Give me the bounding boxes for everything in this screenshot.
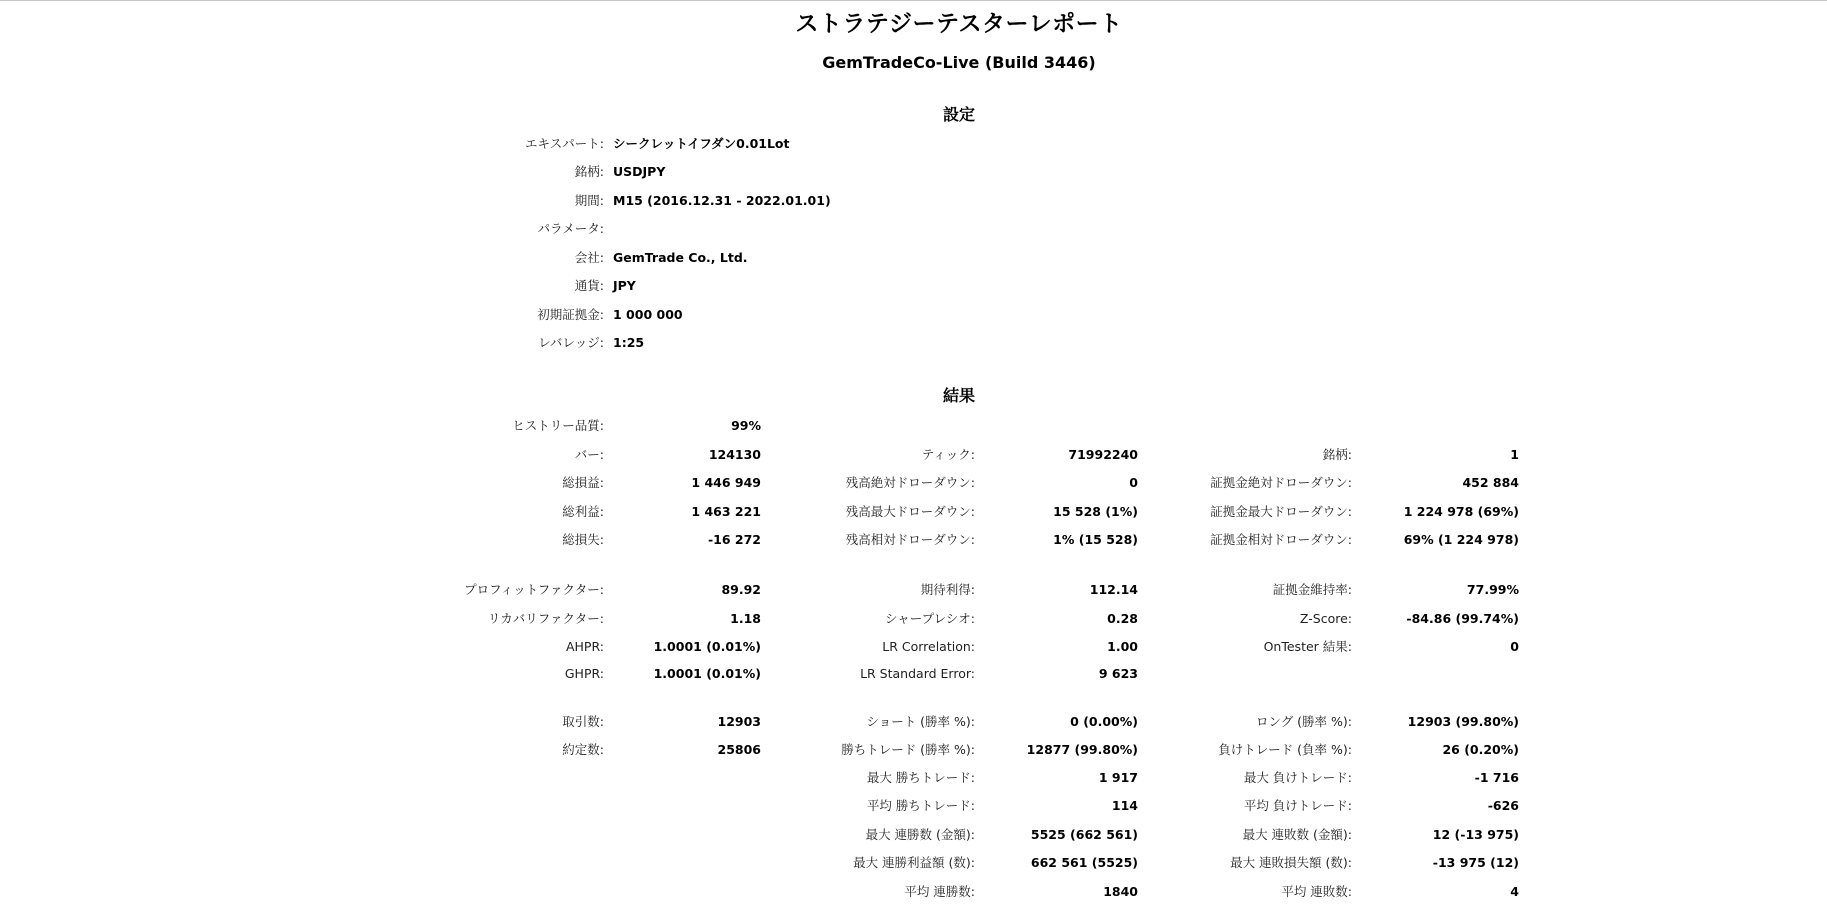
profit-trades-value: 12877 (99.80%)	[1026, 742, 1138, 757]
max-consecutive-loss-value: -13 975 (12)	[1432, 855, 1519, 870]
symbols-label: 銘柄:	[1322, 447, 1352, 462]
settings-row-symbol	[0, 162, 1827, 182]
report-subtitle: GemTradeCo-Live (Build 3446)	[822, 53, 1096, 72]
gross-profit-value: 1 463 221	[691, 504, 761, 519]
settings-label: パラメータ:	[537, 221, 604, 236]
max-consecutive-losses-value: 12 (-13 975)	[1432, 827, 1519, 842]
average-consecutive-losses-value: 4	[1510, 884, 1519, 899]
average-consecutive-wins-value: 1840	[1103, 884, 1138, 899]
gross-loss-value: -16 272	[707, 532, 761, 547]
results-row	[0, 740, 1827, 760]
total-net-profit-label: 総損益:	[562, 475, 604, 490]
results-row	[0, 502, 1827, 522]
max-consecutive-wins-label: 最大 連勝数 (金額):	[865, 827, 975, 842]
short-trades-label: ショート (勝率 %):	[866, 714, 975, 729]
z-score-label: Z-Score:	[1299, 611, 1352, 626]
ghpr-label: GHPR:	[564, 666, 604, 681]
ontester-value: 0	[1510, 639, 1519, 654]
equity-dd-absolute-value: 452 884	[1462, 475, 1519, 490]
total-trades-label: 取引数:	[562, 714, 604, 729]
recovery-factor-label: リカバリファクター:	[487, 611, 604, 626]
max-consecutive-wins-value: 5525 (662 561)	[1030, 827, 1138, 842]
equity-dd-maximal-value: 1 224 978 (69%)	[1403, 504, 1519, 519]
settings-value: 1:25	[613, 335, 645, 350]
gross-loss-label: 総損失:	[562, 532, 604, 547]
report-title: ストラテジーテスターレポート	[795, 11, 1123, 37]
total-deals-value: 25806	[717, 742, 761, 757]
settings-value: 1 000 000	[613, 307, 683, 322]
results-row	[0, 712, 1827, 732]
results-row	[0, 445, 1827, 465]
balance-dd-maximal-value: 15 528 (1%)	[1053, 504, 1138, 519]
short-trades-value: 0 (0.00%)	[1070, 714, 1138, 729]
long-trades-value: 12903 (99.80%)	[1407, 714, 1519, 729]
bars-label: バー:	[574, 447, 604, 462]
expected-payoff-label: 期待利得:	[920, 582, 975, 597]
max-consecutive-losses-label: 最大 連敗数 (金額):	[1242, 827, 1352, 842]
balance-dd-relative-value: 1% (15 528)	[1053, 532, 1138, 547]
lr-std-error-label: LR Standard Error:	[860, 666, 975, 681]
equity-dd-maximal-label: 証拠金最大ドローダウン:	[1210, 504, 1352, 519]
lr-correlation-label: LR Correlation:	[882, 639, 975, 654]
profit-factor-label: プロフィットファクター:	[464, 582, 604, 597]
ahpr-value: 1.0001 (0.01%)	[653, 639, 761, 654]
loss-trades-value: 26 (0.20%)	[1442, 742, 1519, 757]
results-row	[0, 853, 1827, 873]
equity-dd-relative-label: 証拠金相対ドローダウン:	[1210, 532, 1352, 547]
gross-profit-label: 総利益:	[562, 504, 604, 519]
average-profit-trade-label: 平均 勝ちトレード:	[866, 798, 975, 813]
balance-dd-absolute-value: 0	[1129, 475, 1138, 490]
settings-label: 初期証拠金:	[537, 307, 604, 322]
results-row	[0, 768, 1827, 788]
settings-value: USDJPY	[613, 164, 666, 179]
ticks-label: ティック:	[921, 447, 975, 462]
average-profit-trade-value: 114	[1111, 798, 1138, 813]
lr-std-error-value: 9 623	[1098, 666, 1138, 681]
settings-value: M15 (2016.12.31 - 2022.01.01)	[613, 193, 831, 208]
largest-profit-trade-label: 最大 勝ちトレード:	[866, 770, 975, 785]
results-row	[0, 796, 1827, 816]
ahpr-label: AHPR:	[565, 639, 604, 654]
results-row	[0, 473, 1827, 493]
max-consecutive-profit-label: 最大 連勝利益額 (数):	[853, 855, 975, 870]
settings-value: シークレットイフダン0.01Lot	[613, 136, 790, 151]
margin-level-label: 証拠金維持率:	[1272, 582, 1352, 597]
results-row	[0, 882, 1827, 902]
settings-row-initial-deposit	[0, 305, 1827, 325]
average-loss-trade-label: 平均 負けトレード:	[1243, 798, 1352, 813]
largest-profit-trade-value: 1 917	[1098, 770, 1138, 785]
equity-dd-relative-value: 69% (1 224 978)	[1403, 532, 1519, 547]
settings-label: 通貨:	[574, 278, 604, 293]
lr-correlation-value: 1.00	[1107, 639, 1138, 654]
results-row	[0, 637, 1827, 657]
average-consecutive-wins-label: 平均 連勝数:	[904, 884, 975, 899]
balance-dd-maximal-label: 残高最大ドローダウン:	[845, 504, 975, 519]
ghpr-value: 1.0001 (0.01%)	[653, 666, 761, 681]
long-trades-label: ロング (勝率 %):	[1255, 714, 1352, 729]
results-row	[0, 580, 1827, 600]
largest-loss-trade-label: 最大 負けトレード:	[1243, 770, 1352, 785]
settings-label: レバレッジ:	[538, 335, 604, 350]
max-consecutive-loss-label: 最大 連敗損失額 (数):	[1230, 855, 1352, 870]
results-row	[0, 664, 1827, 684]
symbols-value: 1	[1510, 447, 1519, 462]
profit-trades-label: 勝ちトレード (勝率 %):	[841, 742, 975, 757]
sharpe-ratio-label: シャープレシオ:	[884, 611, 975, 626]
settings-heading: 設定	[942, 105, 975, 124]
z-score-value: -84.86 (99.74%)	[1406, 611, 1519, 626]
total-net-profit-value: 1 446 949	[691, 475, 761, 490]
results-row	[0, 530, 1827, 550]
results-row	[0, 825, 1827, 845]
results-heading: 結果	[942, 386, 975, 405]
settings-row-company	[0, 248, 1827, 268]
total-trades-value: 12903	[717, 714, 761, 729]
largest-loss-trade-value: -1 716	[1474, 770, 1519, 785]
settings-row-parameters	[0, 219, 1827, 239]
settings-row-leverage	[0, 333, 1827, 353]
results-row	[0, 609, 1827, 629]
balance-dd-relative-label: 残高相対ドローダウン:	[845, 532, 975, 547]
history-quality-value: 99%	[731, 418, 761, 433]
ticks-value: 71992240	[1068, 447, 1138, 462]
settings-label: エキスパート:	[525, 136, 604, 151]
settings-label: 期間:	[574, 193, 604, 208]
max-consecutive-profit-value: 662 561 (5525)	[1030, 855, 1138, 870]
average-loss-trade-value: -626	[1487, 798, 1519, 813]
average-consecutive-losses-label: 平均 連敗数:	[1281, 884, 1352, 899]
equity-dd-absolute-label: 証拠金絶対ドローダウン:	[1210, 475, 1352, 490]
settings-value: JPY	[613, 278, 636, 293]
settings-row-period	[0, 191, 1827, 211]
recovery-factor-value: 1.18	[730, 611, 761, 626]
settings-row-expert	[0, 134, 1827, 154]
sharpe-ratio-value: 0.28	[1107, 611, 1138, 626]
balance-dd-absolute-label: 残高絶対ドローダウン:	[845, 475, 975, 490]
expected-payoff-value: 112.14	[1089, 582, 1138, 597]
ontester-label: OnTester 結果:	[1263, 639, 1352, 654]
profit-factor-value: 89.92	[721, 582, 761, 597]
settings-row-currency	[0, 276, 1827, 296]
settings-value: GemTrade Co., Ltd.	[613, 250, 748, 265]
total-deals-label: 約定数:	[562, 742, 604, 757]
history-quality-label: ヒストリー品質:	[512, 418, 604, 433]
margin-level-value: 77.99%	[1466, 582, 1519, 597]
bars-value: 124130	[708, 447, 761, 462]
settings-label: 会社:	[574, 250, 604, 265]
results-row	[0, 416, 1827, 436]
loss-trades-label: 負けトレード (負率 %):	[1218, 742, 1352, 757]
settings-label: 銘柄:	[574, 164, 604, 179]
